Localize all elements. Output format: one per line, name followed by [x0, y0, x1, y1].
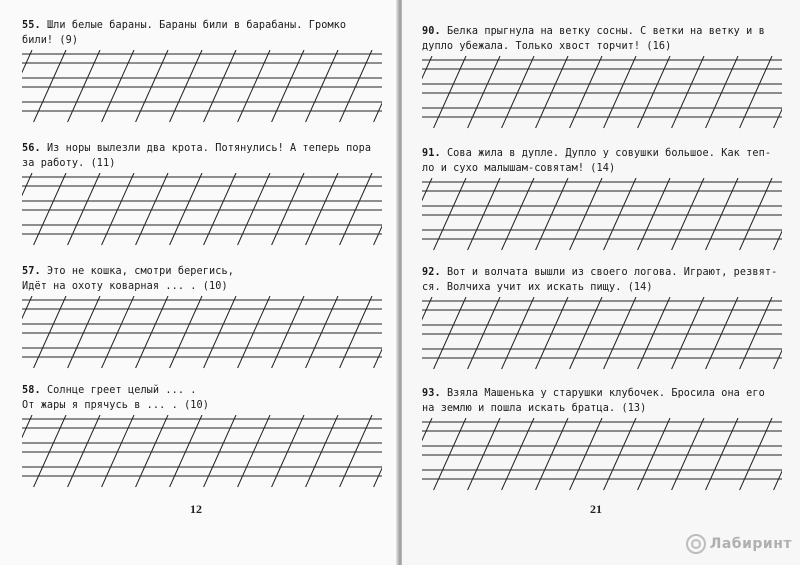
exercise-number: 58.: [22, 385, 41, 396]
exercise-line-1: Солнце греет целый ... .: [46, 385, 197, 396]
exercise-92: [422, 265, 782, 373]
exercise-number: 93.: [422, 388, 441, 399]
labirint-logo-icon: [685, 533, 707, 555]
left-page: [0, 0, 398, 565]
exercise-56: [22, 141, 382, 249]
exercise-text: [22, 141, 382, 171]
exercise-number: 55.: [22, 20, 41, 31]
page-number: 12: [190, 502, 202, 516]
exercise-text: [422, 146, 782, 176]
writing-lines: [22, 415, 382, 491]
exercise-line-1: Из норы вылезли два крота. Потянулись! А теперь пора: [46, 143, 372, 154]
exercise-55: [22, 18, 382, 126]
exercise-number: 57.: [22, 266, 41, 277]
exercise-57: [22, 264, 382, 372]
watermark-logo: [685, 533, 792, 555]
writing-lines: [22, 296, 382, 372]
exercise-93: [422, 386, 782, 494]
exercise-line-1: Шли белые бараны. Бараны били в барабаны. Громко: [46, 20, 347, 31]
writing-lines: [22, 173, 382, 249]
exercise-line-2: ло и сухо малышам-совятам! (14): [422, 163, 616, 174]
exercise-number: 90.: [422, 26, 441, 37]
exercise-text: [422, 24, 782, 54]
exercise-text: [22, 264, 382, 294]
exercise-text: [22, 18, 382, 48]
writing-lines: [22, 50, 382, 126]
exercise-line-1: Вот и волчата вышли из своего логова. Играют, резвят-: [446, 267, 778, 278]
writing-lines: [422, 418, 782, 494]
exercise-58: [22, 383, 382, 491]
exercise-number: 91.: [422, 148, 441, 159]
exercise-line-2: От жары я прячусь в ... . (10): [22, 400, 210, 411]
exercise-91: [422, 146, 782, 254]
exercise-line-2: за работу. (11): [22, 158, 116, 169]
exercise-line-2: Идёт на охоту коварная ... . (10): [22, 281, 228, 292]
exercise-line-2: дупло убежала. Только хвост торчит! (16): [422, 41, 672, 52]
writing-lines: [422, 297, 782, 373]
exercise-number: 56.: [22, 143, 41, 154]
exercise-number: 92.: [422, 267, 441, 278]
exercise-line-2: на землю и пошла искать братца. (13): [422, 403, 647, 414]
exercise-line-1: Взяла Машенька у старушки клубочек. Бросила она его: [446, 388, 765, 399]
page-number: 21: [590, 502, 602, 516]
exercise-line-2: ся. Волчиха учит их искать пищу. (14): [422, 282, 653, 293]
exercise-text: [22, 383, 382, 413]
exercise-text: [422, 386, 782, 416]
exercise-line-1: Это не кошка, смотри берегись,: [46, 266, 234, 277]
watermark-text: Лабиринт: [709, 536, 792, 552]
exercise-90: [422, 24, 782, 132]
exercise-line-2: били! (9): [22, 35, 79, 46]
exercise-line-1: Сова жила в дупле. Дупло у совушки большое. Как теп-: [446, 148, 772, 159]
exercise-text: [422, 265, 782, 295]
writing-lines: [422, 178, 782, 254]
right-page: [402, 0, 800, 565]
exercise-line-1: Белка прыгнула на ветку сосны. С ветки на ветку и в: [446, 26, 765, 37]
writing-lines: [422, 56, 782, 132]
